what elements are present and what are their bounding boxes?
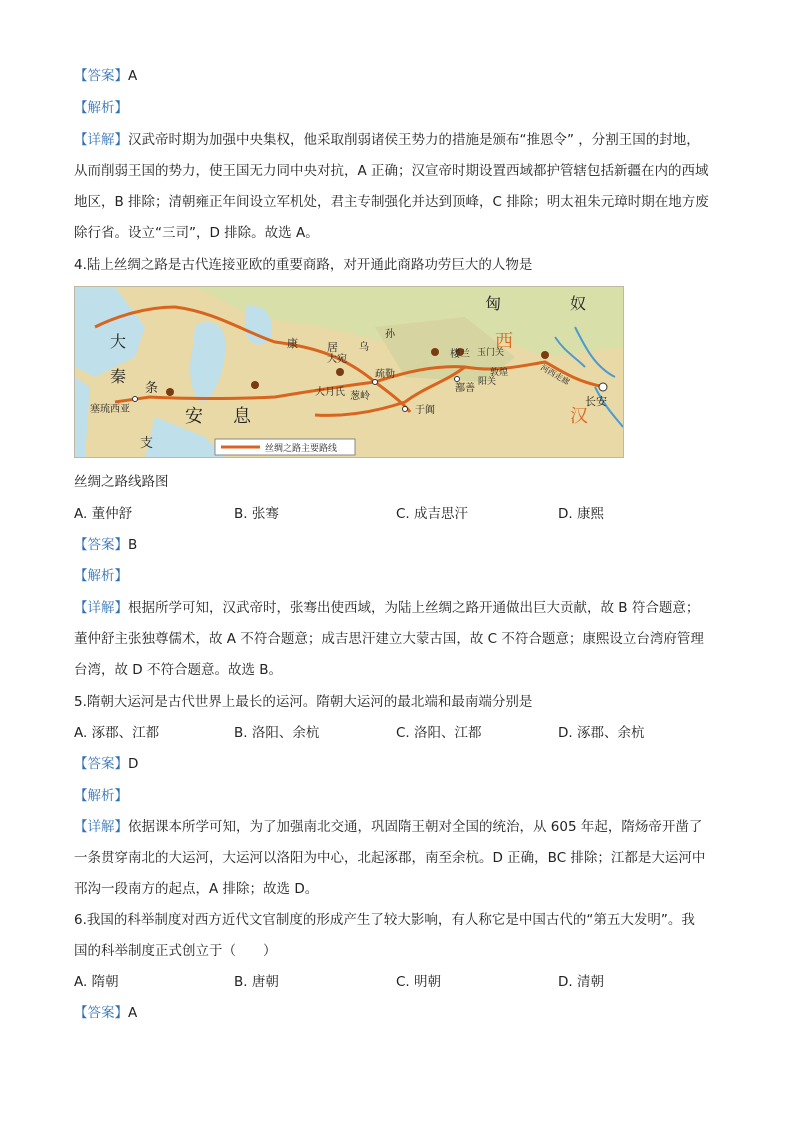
map-label-kang: 康: [287, 337, 298, 350]
q4-answer: [74, 535, 137, 555]
q5-option-a: A. 涿郡、江都: [74, 725, 160, 741]
q5-option-d: D. 涿郡、余杭: [558, 725, 645, 741]
q3-answer: [74, 66, 137, 86]
map-label-loulan: 楼兰: [450, 349, 470, 360]
map-label-xiongnu-2: 奴: [570, 294, 587, 313]
answer-value: B: [128, 537, 138, 553]
map-label-congling: 葱岭: [350, 391, 370, 402]
map-label-dayuezhi: 大月氏: [315, 387, 345, 398]
q6-option-a: A. 隋朝: [74, 974, 119, 990]
answer-tag: 【答案】: [74, 756, 128, 772]
map-label-da: 大: [110, 332, 127, 351]
q3-detail-line-1: 【详解】汉武帝时期为加强中央集权，他采取削弱诸侯王势力的措施是颁布“推恩令” ，分割王国的封地，: [74, 132, 700, 148]
q6-option-c: C. 明朝: [396, 974, 442, 990]
answer-value: D: [128, 756, 139, 772]
map-label-yumenguan: 玉门关: [477, 348, 505, 358]
q3-detail-line-4: 除行省。设立“三司”，D 排除。故选 A。: [74, 225, 319, 241]
q4-analysis-tag: 【解析】: [74, 568, 128, 584]
map-label-an: 安: [185, 406, 203, 427]
map-label-sun: 孙: [385, 329, 395, 340]
q6-stem-line-1: 6.我国的科举制度对西方近代文官制度的形成产生了较大影响，有人称它是中国古代的“第五大发明”。我: [74, 912, 695, 928]
map-label-han: 汉: [570, 406, 588, 427]
q5-option-c: C. 洛阳、江都: [396, 725, 482, 741]
q4-stem: 4.陆上丝绸之路是古代连接亚欧的重要商路，对开通此商路功劳巨大的人物是: [74, 257, 533, 273]
q6-option-d: D. 清朝: [558, 974, 604, 990]
q4-detail-line-3: 台湾，故 D 不符合题意。故选 B。: [74, 662, 283, 678]
map-label-ju: 居: [327, 341, 338, 354]
map-label-xi: 西: [495, 331, 513, 352]
map-label-dawan: 大宛: [327, 354, 347, 365]
q5-stem: 5.隋朝大运河是古代世界上最长的运河。隋朝大运河的最北端和最南端分别是: [74, 694, 533, 710]
map-label-zhi: 支: [140, 436, 154, 451]
map-legend-label: 丝绸之路主要路线: [265, 444, 338, 454]
q5-option-b: B. 洛阳、余杭: [234, 725, 320, 741]
map-label-shanshan: 鄯善: [455, 383, 475, 394]
map-label-qin: 秦: [110, 367, 127, 386]
q5-detail-line-1: 【详解】依据课本所学可知，为了加强南北交通，巩固隋王朝对全国的统治，从 605 年起，隋炀帝开凿了: [74, 819, 703, 835]
q5-detail-line-2: 一条贯穿南北的大运河，大运河以洛阳为中心，北起涿郡，南至余杭。D 正确，BC 排除；江都是大运河中: [74, 850, 706, 866]
map-label-shule: 疏勒: [375, 369, 395, 380]
silk-road-map: [74, 286, 624, 458]
detail-tag: 【详解】: [74, 132, 128, 148]
answer-tag: 【答案】: [74, 537, 128, 553]
map-label-tiao: 条: [145, 381, 159, 396]
q4-option-d: D. 康熙: [558, 506, 604, 522]
q5-answer: [74, 754, 138, 774]
map-label-seleucia: 塞琉西亚: [90, 404, 130, 415]
q3-detail-line-3: 地区，B 排除；清朝雍正年间设立军机处，君主专制强化并达到顶峰，C 排除；明太祖朱元璋时期在地方废: [74, 194, 709, 210]
q6-stem-line-2: 国的科举制度正式创立于（ ）: [74, 943, 277, 959]
q3-detail-line-2: 从而削弱王国的势力，使王国无力同中央对抗，A 正确；汉宣帝时期设置西域都护管辖包括新疆在内的西域: [74, 163, 709, 179]
answer-tag: 【答案】: [74, 68, 128, 84]
q5-detail-line-3: 邗沟一段南方的起点，A 排除；故选 D。: [74, 881, 319, 897]
q4-detail-line-1: 【详解】根据所学可知，汉武帝时，张骞出使西域，为陆上丝绸之路开通做出巨大贡献，故 B 符合题意；: [74, 600, 700, 616]
q4-figure-caption: 丝绸之路线路图: [74, 474, 169, 490]
answer-value: A: [128, 1005, 138, 1021]
map-label-changan: 长安: [585, 395, 607, 408]
answer-tag: 【答案】: [74, 1005, 128, 1021]
q3-analysis-tag: 【解析】: [74, 100, 128, 116]
q5-analysis-tag: 【解析】: [74, 788, 128, 804]
detail-tag: 【详解】: [74, 819, 128, 835]
map-label-xi2: 息: [233, 406, 251, 427]
q4-detail-line-2: 董仲舒主张独尊儒术，故 A 不符合题意；成吉思汗建立大蒙古国，故 C 不符合题意；康熙设立台湾府管理: [74, 631, 704, 647]
map-label-wu: 乌: [359, 342, 369, 353]
q4-option-a: A. 董仲舒: [74, 506, 133, 522]
map-label-yutian: 于阗: [415, 405, 435, 416]
map-label-yangguan: 阳关: [478, 377, 497, 387]
map-label-hexi: 河西走廊: [539, 362, 572, 387]
q4-option-b: B. 张骞: [234, 506, 279, 522]
map-label-dunhuang: 敦煌: [490, 368, 509, 378]
map-label-xiongnu-1: 匈: [485, 294, 502, 313]
answer-value: A: [128, 68, 138, 84]
q6-answer: [74, 1003, 137, 1023]
q6-option-b: B. 唐朝: [234, 974, 279, 990]
q4-option-c: C. 成吉思汗: [396, 506, 469, 522]
detail-tag: 【详解】: [74, 600, 128, 616]
